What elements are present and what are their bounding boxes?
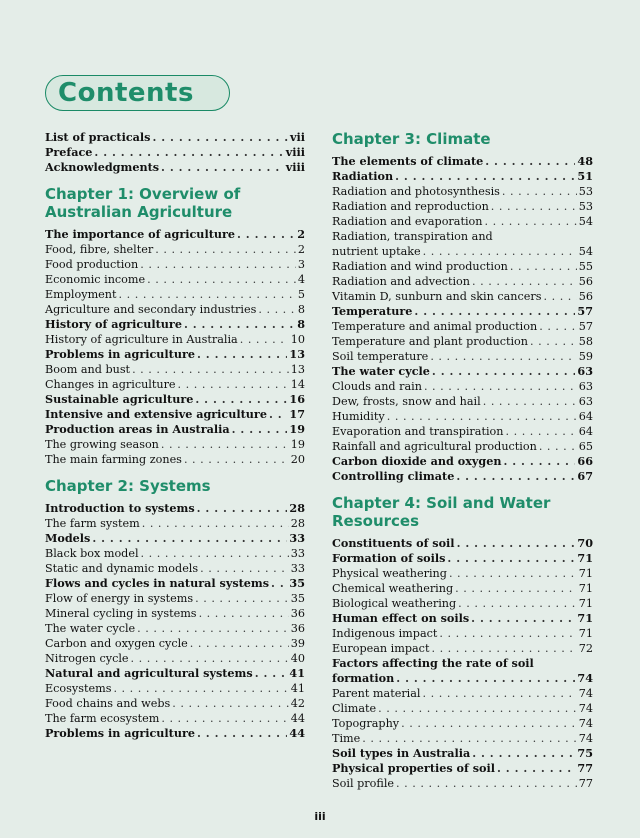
toc-entry-page: 51	[577, 169, 593, 183]
toc-section-entry[interactable]	[332, 169, 593, 184]
toc-entry-label: Vitamin D, sunburn and skin cancers	[332, 290, 542, 303]
toc-entry-label: Radiation and wind production	[332, 260, 508, 273]
toc-entry-page: 5	[297, 288, 305, 301]
dot-leader	[119, 287, 296, 302]
dot-leader	[395, 169, 575, 184]
toc-entry-page: 77	[577, 761, 593, 775]
toc-entry-label: Evaporation and transpiration	[332, 425, 504, 438]
toc-entry-page: 33	[289, 531, 305, 545]
toc-entry-label: Nitrogen cycle	[45, 652, 129, 665]
toc-entry-page: 41	[289, 666, 305, 680]
toc-entry-page: 28	[289, 501, 305, 515]
toc-subsection-entry[interactable]	[45, 437, 305, 452]
toc-entry-page: 56	[578, 290, 593, 303]
dot-leader	[240, 332, 289, 347]
toc-entry-label: Problems in agriculture	[45, 347, 195, 361]
dot-leader	[232, 422, 288, 437]
dot-leader	[539, 319, 577, 334]
toc-entry-page: 2	[297, 227, 305, 241]
dot-leader	[131, 651, 289, 666]
toc-entry-label: Static and dynamic models	[45, 562, 199, 575]
dot-leader	[190, 636, 289, 651]
toc-entry-label: The growing season	[45, 438, 159, 451]
toc-entry-page: 54	[578, 215, 593, 228]
toc-entry-page: 56	[578, 275, 593, 288]
toc-entry-page: 63	[578, 380, 593, 393]
toc-entry-label: Preface	[45, 145, 93, 159]
toc-entry-page: 71	[577, 611, 593, 625]
toc-entry-label: Controlling climate	[332, 469, 455, 483]
dot-leader	[401, 716, 577, 731]
toc-entry-page: 17	[289, 407, 305, 421]
toc-entry-label: Radiation	[332, 169, 394, 183]
dot-leader	[430, 349, 576, 364]
toc-entry-page: 74	[578, 702, 593, 715]
toc-section-entry[interactable]	[45, 531, 305, 546]
toc-subsection-entry[interactable]	[332, 349, 593, 364]
dot-leader	[510, 259, 577, 274]
toc-subsection-entry[interactable]	[332, 731, 593, 746]
toc-subsection-entry[interactable]	[332, 199, 593, 214]
dot-leader	[396, 671, 575, 686]
toc-subsection-entry[interactable]	[332, 274, 593, 289]
toc-entry-label: Problems in agriculture	[45, 726, 195, 740]
toc-column-right	[332, 130, 593, 791]
dot-leader	[195, 591, 289, 606]
dot-leader	[530, 334, 577, 349]
dot-leader	[197, 347, 287, 362]
chapter-heading: Chapter 3: Climate	[332, 130, 491, 148]
toc-entry-page: 63	[578, 395, 593, 408]
toc-subsection-entry[interactable]	[45, 377, 305, 392]
toc-entry-page: 33	[290, 562, 305, 575]
toc-subsection-entry[interactable]	[332, 394, 593, 409]
toc-section-entry[interactable]	[45, 392, 305, 407]
toc-entry-page: 59	[578, 350, 593, 363]
toc-entry-label: Soil profile	[332, 777, 395, 790]
toc-subsection-entry[interactable]	[332, 701, 593, 716]
dot-leader	[414, 304, 575, 319]
dot-leader	[255, 666, 288, 681]
toc-entry-label: Radiation and evaporation	[332, 215, 483, 228]
toc-entry-label: Soil temperature	[332, 350, 429, 363]
toc-entry-page: 57	[577, 304, 593, 318]
toc-subsection-entry[interactable]	[332, 686, 593, 701]
toc-section-entry[interactable]	[45, 145, 305, 160]
toc-section-entry[interactable]	[45, 422, 305, 437]
dot-leader	[447, 551, 575, 566]
dot-leader	[455, 581, 577, 596]
toc-entry-label: List of practicals	[45, 130, 151, 144]
toc-subsection-entry[interactable]	[45, 591, 305, 606]
toc-entry-page: 53	[578, 200, 593, 213]
toc-entry-page: 28	[290, 517, 305, 530]
toc-entry-label: Black box model	[45, 547, 139, 560]
toc-section-entry[interactable]	[45, 347, 305, 362]
toc-entry-label: Temperature and plant production	[332, 335, 528, 348]
toc-entry-label: The importance of agriculture	[45, 227, 236, 241]
toc-entry-page: 44	[289, 726, 305, 740]
toc-entry-page: 74	[578, 732, 593, 745]
toc-section-entry[interactable]	[45, 666, 305, 681]
toc-entry-page: 14	[290, 378, 305, 391]
toc-section-entry[interactable]	[45, 130, 305, 145]
toc-section-entry[interactable]	[45, 726, 305, 741]
toc-entry-page: 19	[290, 438, 305, 451]
toc-subsection-entry[interactable]	[332, 439, 593, 454]
toc-entry-label: Food, fibre, shelter	[45, 243, 154, 256]
toc-entry-page: 44	[290, 712, 305, 725]
toc-entry-page: 42	[290, 697, 305, 710]
toc-entry-line: Radiation, transpiration and	[332, 230, 493, 243]
toc-entry-label: Acknowledgments	[45, 160, 160, 174]
toc-entry-label: Humidity	[332, 410, 385, 423]
toc-subsection-entry[interactable]	[45, 302, 305, 317]
dot-leader	[456, 469, 575, 484]
dot-leader	[472, 274, 577, 289]
toc-subsection-entry[interactable]	[45, 681, 305, 696]
toc-subsection-entry[interactable]	[45, 696, 305, 711]
dot-leader	[200, 561, 289, 576]
dot-leader	[172, 696, 288, 711]
toc-section-entry[interactable]	[332, 746, 593, 761]
dot-leader	[113, 681, 288, 696]
toc-entry-page: 4	[297, 273, 305, 286]
toc-subsection-entry[interactable]	[45, 332, 305, 347]
dot-leader	[92, 531, 287, 546]
toc-section-entry[interactable]	[332, 364, 593, 379]
toc-subsection-entry[interactable]	[332, 244, 593, 259]
toc-entry-page: 10	[290, 333, 305, 346]
toc-entry-label: Boom and bust	[45, 363, 131, 376]
dot-leader	[147, 272, 296, 287]
toc-entry-page: 71	[577, 551, 593, 565]
toc-entry-page: 41	[290, 682, 305, 695]
toc-subsection-entry[interactable]	[45, 606, 305, 621]
toc-section-entry[interactable]	[332, 611, 593, 626]
toc-entry-label: Parent material	[332, 687, 421, 700]
toc-entry-label: The water cycle	[45, 622, 136, 635]
toc-entry-label: Chemical weathering	[332, 582, 454, 595]
toc-entry-page: 74	[578, 717, 593, 730]
dot-leader	[362, 731, 576, 746]
toc-entry-label: Dew, frosts, snow and hail	[332, 395, 481, 408]
toc-subsection-entry[interactable]	[332, 214, 593, 229]
toc-entry-page: 2	[297, 243, 305, 256]
dot-leader	[140, 257, 296, 272]
toc-entry-page: 36	[290, 622, 305, 635]
toc-entry-page: 8	[297, 317, 305, 331]
toc-entry-label: The farm ecosystem	[45, 712, 160, 725]
toc-entry-label: Climate	[332, 702, 377, 715]
toc-entry-page: 64	[578, 425, 593, 438]
toc-entry-page: 8	[297, 303, 305, 316]
toc-subsection-entry[interactable]	[332, 626, 593, 641]
dot-leader	[505, 424, 576, 439]
toc-subsection-entry[interactable]	[332, 581, 593, 596]
page-title: Contents	[58, 78, 194, 108]
toc-entry-page: 71	[578, 597, 593, 610]
toc-subsection-entry[interactable]	[332, 319, 593, 334]
dot-leader	[439, 626, 576, 641]
toc-entry-label: History of agriculture	[45, 317, 182, 331]
toc-subsection-entry[interactable]	[45, 546, 305, 561]
dot-leader	[155, 242, 296, 257]
toc-section-entry[interactable]	[332, 671, 593, 686]
dot-leader	[237, 227, 295, 242]
dot-leader	[161, 437, 289, 452]
dot-leader	[152, 130, 288, 145]
toc-entry-page: 35	[289, 576, 305, 590]
toc-entry-label: Sustainable agriculture	[45, 392, 194, 406]
toc-entry-label: European impact	[332, 642, 430, 655]
toc-entry-label: Changes in agriculture	[45, 378, 176, 391]
toc-section-entry[interactable]	[332, 154, 593, 169]
toc-subsection-entry[interactable]	[332, 641, 593, 656]
toc-entry-label: Physical weathering	[332, 567, 447, 580]
toc-entry-page: 20	[290, 453, 305, 466]
toc-entry-page: 67	[577, 469, 593, 483]
toc-entry-page: viii	[285, 145, 305, 159]
toc-entry-page: 71	[578, 627, 593, 640]
dot-leader	[424, 379, 577, 394]
dot-leader	[199, 606, 289, 621]
toc-entry-label: Food production	[45, 258, 139, 271]
toc-entry-label: Flow of energy in systems	[45, 592, 194, 605]
toc-entry-page: 13	[290, 363, 305, 376]
toc-subsection-entry[interactable]	[332, 776, 593, 791]
toc-entry-line: Factors affecting the rate of soil	[332, 656, 534, 670]
toc-entry-label: Carbon and oxygen cycle	[45, 637, 188, 650]
dot-leader	[178, 377, 289, 392]
toc-subsection-entry[interactable]	[332, 424, 593, 439]
dot-leader	[197, 501, 288, 516]
toc-entry-label: Constituents of soil	[332, 536, 455, 550]
toc-entry-page: 48	[577, 154, 593, 168]
toc-entry-page: 74	[578, 687, 593, 700]
toc-entry-label: Models	[45, 531, 91, 545]
toc-entry-label: Ecosystems	[45, 682, 112, 695]
toc-entry-label: Temperature and animal production	[332, 320, 538, 333]
toc-subsection-entry[interactable]	[45, 561, 305, 576]
toc-entry-label: Mineral cycling in systems	[45, 607, 197, 620]
toc-section-entry[interactable]	[45, 227, 305, 242]
toc-entry-label: Flows and cycles in natural systems	[45, 576, 270, 590]
dot-leader	[471, 611, 575, 626]
chapter-heading: Chapter 2: Systems	[45, 477, 211, 495]
toc-entry-label: Biological weathering	[332, 597, 457, 610]
toc-entry-label: Soil types in Australia	[332, 746, 471, 760]
toc-entry-page: 77	[578, 777, 593, 790]
toc-entry-page: 3	[297, 258, 305, 271]
toc-entry-page: 19	[289, 422, 305, 436]
toc-section-entry[interactable]	[45, 407, 305, 422]
toc-entry-page: 36	[290, 607, 305, 620]
dot-leader	[184, 452, 289, 467]
dot-leader	[137, 621, 289, 636]
dot-leader	[543, 289, 576, 304]
toc-entry-page: vii	[289, 130, 305, 144]
toc-subsection-entry[interactable]	[332, 409, 593, 424]
toc-subsection-entry[interactable]	[332, 716, 593, 731]
dot-leader	[141, 546, 289, 561]
toc-entry-label: Production areas in Australia	[45, 422, 230, 436]
dot-leader	[423, 686, 577, 701]
toc-section-entry[interactable]	[332, 304, 593, 319]
toc-entry-page: 58	[578, 335, 593, 348]
toc-subsection-entry[interactable]	[332, 289, 593, 304]
toc-subsection-entry[interactable]	[332, 596, 593, 611]
toc-subsection-entry[interactable]	[45, 711, 305, 726]
toc-entry-label: Clouds and rain	[332, 380, 422, 393]
toc-entry-label: The farm system	[45, 517, 140, 530]
dot-leader	[184, 317, 295, 332]
toc-subsection-entry[interactable]	[45, 272, 305, 287]
toc-subsection-entry[interactable]	[45, 362, 305, 377]
toc-section-entry[interactable]	[45, 317, 305, 332]
toc-entry-page: 54	[578, 245, 593, 258]
dot-leader	[94, 145, 283, 160]
toc-section-entry[interactable]	[45, 576, 305, 591]
toc-entry-page: 35	[290, 592, 305, 605]
toc-entry-label: Food chains and webs	[45, 697, 171, 710]
toc-entry-label: Physical properties of soil	[332, 761, 495, 775]
page-number: iii	[314, 810, 326, 823]
toc-entry-page: 66	[577, 454, 593, 468]
toc-section-entry[interactable]	[45, 160, 305, 175]
toc-entry-page: 53	[578, 185, 593, 198]
toc-entry-page: 75	[577, 746, 593, 760]
toc-entry-page: 71	[578, 567, 593, 580]
dot-leader	[497, 761, 575, 776]
toc-subsection-entry[interactable]	[332, 184, 593, 199]
toc-subsection-entry[interactable]	[332, 259, 593, 274]
toc-entry-page: 57	[578, 320, 593, 333]
toc-entry-label: Radiation and photosynthesis	[332, 185, 500, 198]
toc-entry-page: viii	[285, 160, 305, 174]
toc-entry-label: The water cycle	[332, 364, 430, 378]
toc-section-entry[interactable]	[332, 469, 593, 484]
chapter-heading: Chapter 1: Overview of Australian Agriculture	[45, 185, 241, 221]
dot-leader	[491, 199, 577, 214]
dot-leader	[269, 407, 287, 422]
toc-subsection-entry[interactable]	[332, 334, 593, 349]
dot-leader	[485, 154, 575, 169]
toc-entry-page: 65	[578, 440, 593, 453]
toc-entry-page: 63	[577, 364, 593, 378]
toc-entry-page: 70	[577, 536, 593, 550]
dot-leader	[472, 746, 575, 761]
dot-leader	[387, 409, 577, 424]
toc-entry-label: The elements of climate	[332, 154, 484, 168]
toc-section-entry[interactable]	[332, 761, 593, 776]
toc-entry-label: Time	[332, 732, 361, 745]
toc-entry-label: Topography	[332, 717, 400, 730]
dot-leader	[423, 244, 577, 259]
toc-subsection-entry[interactable]	[45, 452, 305, 467]
toc-subsection-entry[interactable]	[45, 287, 305, 302]
toc-entry-label: Carbon dioxide and oxygen	[332, 454, 502, 468]
dot-leader	[161, 711, 288, 726]
toc-section-entry[interactable]	[332, 454, 593, 469]
toc-column-left	[45, 130, 305, 741]
toc-subsection-entry[interactable]	[45, 257, 305, 272]
dot-leader	[483, 394, 577, 409]
toc-subsection-entry[interactable]	[45, 242, 305, 257]
dot-leader	[539, 439, 577, 454]
toc-entry-label: Radiation and reproduction	[332, 200, 489, 213]
toc-entry-label: Indigenous impact	[332, 627, 438, 640]
dot-leader	[396, 776, 577, 791]
dot-leader	[503, 454, 575, 469]
toc-entry-page: 33	[290, 547, 305, 560]
toc-entry-page: 16	[289, 392, 305, 406]
toc-entry-label: Intensive and extensive agriculture	[45, 407, 267, 421]
toc-subsection-entry[interactable]	[45, 516, 305, 531]
toc-entry-label: Formation of soils	[332, 551, 446, 565]
toc-entry-label: History of agriculture in Australia	[45, 333, 238, 346]
chapter-heading: Chapter 4: Soil and Water Resources	[332, 494, 551, 530]
toc-subsection-entry[interactable]	[332, 566, 593, 581]
dot-leader	[142, 516, 289, 531]
dot-leader	[271, 576, 287, 591]
toc-entry-label: Rainfall and agricultural production	[332, 440, 537, 453]
dot-leader	[449, 566, 577, 581]
toc-entry-page: 39	[290, 637, 305, 650]
toc-subsection-entry[interactable]	[45, 636, 305, 651]
toc-section-entry[interactable]	[332, 551, 593, 566]
toc-entry-page: 64	[578, 410, 593, 423]
toc-entry-label: Radiation and advection	[332, 275, 470, 288]
dot-leader	[161, 160, 284, 175]
toc-entry-label: The main farming zones	[45, 453, 182, 466]
dot-leader	[432, 364, 576, 379]
toc-entry-page: 72	[578, 642, 593, 655]
toc-entry-label: Natural and agricultural systems	[45, 666, 253, 680]
toc-entry-label: Introduction to systems	[45, 501, 195, 515]
toc-entry-page: 71	[578, 582, 593, 595]
dot-leader	[195, 392, 287, 407]
toc-entry-page: 40	[290, 652, 305, 665]
toc-entry-page: 74	[577, 671, 593, 685]
dot-leader	[258, 302, 296, 317]
dot-leader	[502, 184, 577, 199]
dot-leader	[484, 214, 576, 229]
dot-leader	[378, 701, 577, 716]
toc-entry-label: Agriculture and secondary industries	[45, 303, 257, 316]
toc-entry-label: Employment	[45, 288, 117, 301]
toc-entry-label: nutrient uptake	[332, 245, 421, 258]
toc-entry-label: formation	[332, 671, 395, 685]
toc-entry-label: Temperature	[332, 304, 413, 318]
dot-leader	[457, 536, 576, 551]
toc-subsection-entry[interactable]	[332, 379, 593, 394]
toc-entry-label: Human effect on soils	[332, 611, 470, 625]
toc-entry-label: Economic income	[45, 273, 146, 286]
toc-entry-page: 55	[578, 260, 593, 273]
toc-subsection-entry[interactable]	[45, 651, 305, 666]
dot-leader	[458, 596, 577, 611]
toc-section-entry[interactable]	[45, 501, 305, 516]
toc-entry-page: 13	[289, 347, 305, 361]
dot-leader	[132, 362, 289, 377]
toc-section-entry[interactable]	[332, 536, 593, 551]
dot-leader	[197, 726, 287, 741]
dot-leader	[431, 641, 576, 656]
toc-subsection-entry[interactable]	[45, 621, 305, 636]
